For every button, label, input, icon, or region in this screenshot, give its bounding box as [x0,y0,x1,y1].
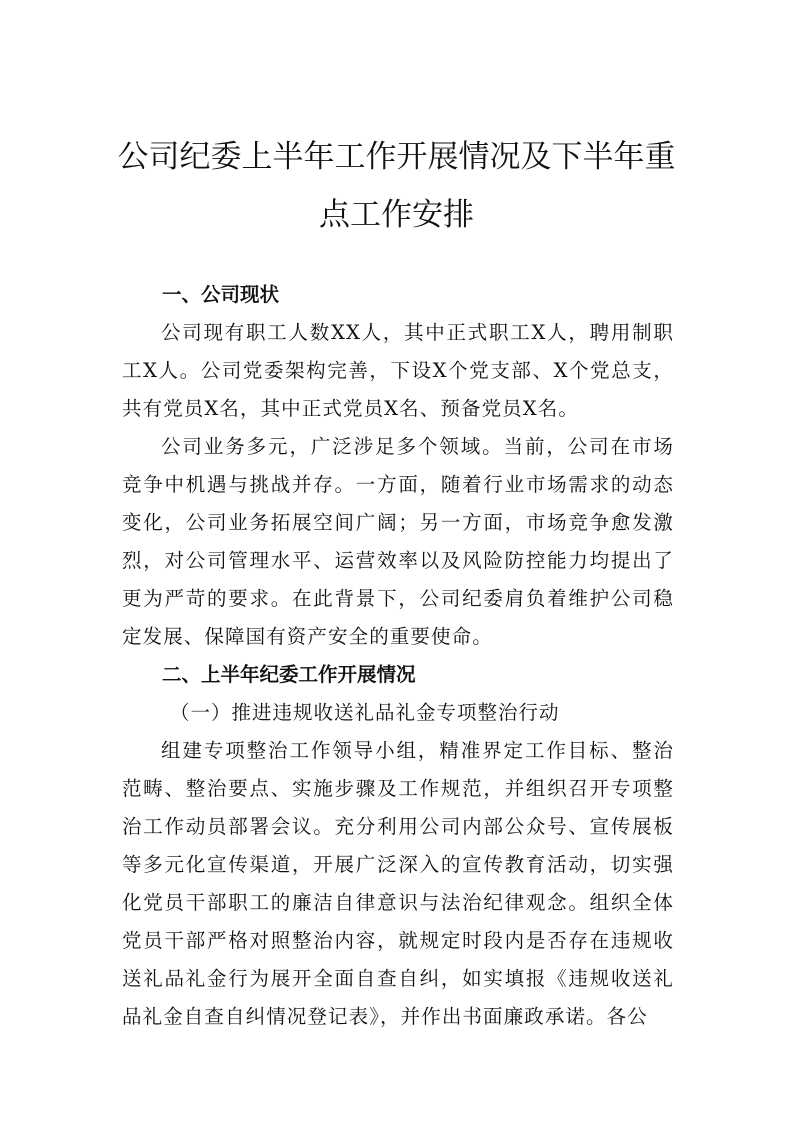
title-line-1: 公司纪委上半年工作开展情况及下半年重 [117,139,676,175]
title-line-2: 点工作安排 [319,197,474,233]
document-body [122,276,674,1036]
section-heading-current-status: 一、公司现状 [162,283,280,306]
paragraph-gift-rectification: 组建专项整治工作领导小组，精准界定工作目标、整治范畴、整治要点、实施步骤及工作规范，并组织召开专项整治工作动员部署会议。充分利用公司内部公众号、宣传展板等多元化宣传渠道，开展广泛深入的宣传教育活动，切实强化党员干部职工的廉洁自律意识与法治纪律观念。组织全体党员干部严格对照整治内容，就规定时段内是否存在违规收送礼品礼金行为展开全面自查自纠，如实填报《违规收送礼品礼金自查自纠情况登记表》，并作出书面廉政承诺。各公 [122,739,674,1028]
subsection-heading-gift-rectification: （一）推进违规收送礼品礼金专项整治行动 [170,701,560,724]
document-title [100,128,693,244]
paragraph-staff-overview: 公司现有职工人数XX人，其中正式职工X人，聘用制职工X人。公司党委架构完善，下设X个党支部、X个党总支，共有党员X名，其中正式党员X名、预备党员X名。 [122,321,674,420]
section-heading-first-half-work: 二、上半年纪委工作开展情况 [162,663,416,686]
paragraph-business-overview: 公司业务多元，广泛涉足多个领域。当前，公司在市场竞争中机遇与挑战并存。一方面，随着行业市场需求的动态变化，公司业务拓展空间广阔；另一方面，市场竞争愈发激烈，对公司管理水平、运营效率以及风险防控能力均提出了更为严苛的要求。在此背景下，公司纪委肩负着维护公司稳定发展、保障国有资产安全的重要使命。 [122,435,674,648]
